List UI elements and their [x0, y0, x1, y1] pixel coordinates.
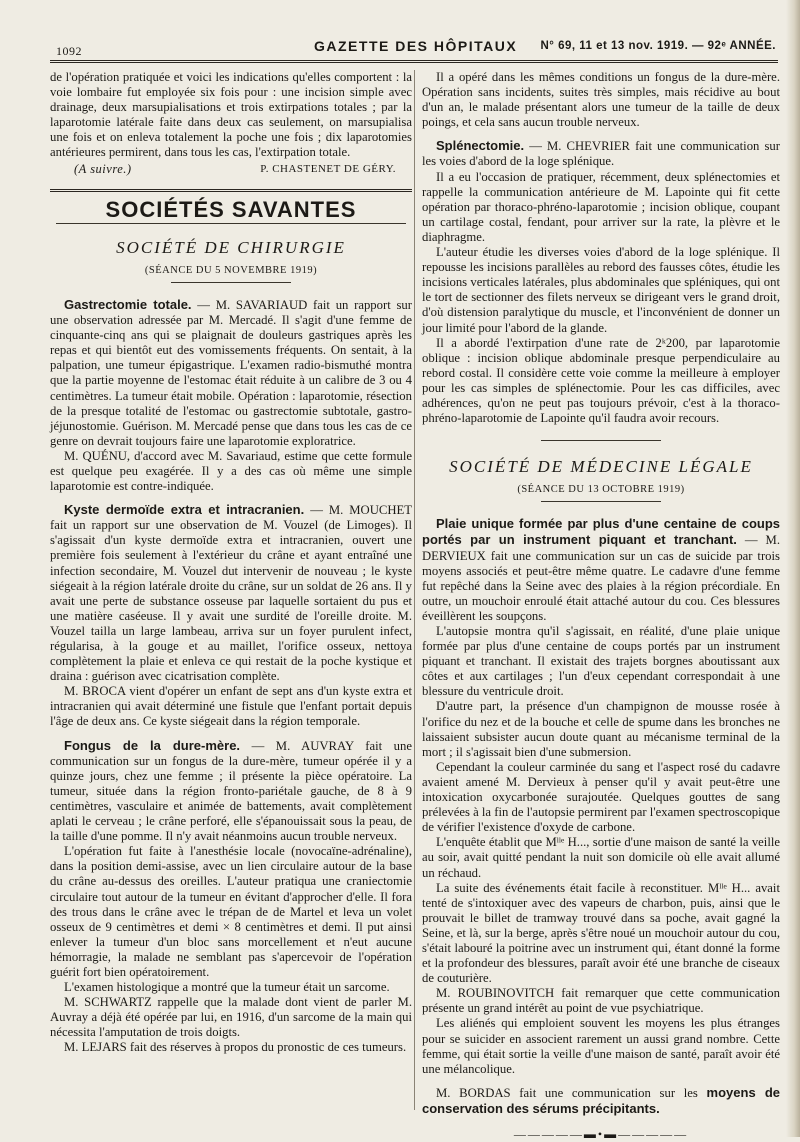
paragraph-plaie: Plaie unique formée par plus d'une centaine de coups portés par un instrument piquant et tranchant. — M. DERVIEUX fait une communication sur un cas de suicide par trois moyens associés et peut-être même quatre. Le cadavre d'une femme fut repêché dans la Seine avec des plaies à la région précordiale. En outre, un mouchoir enroulé était attaché autour du cou. Ces blessures éveillèrent les soupçons.: [422, 516, 780, 623]
short-rule: [541, 440, 661, 441]
subheading: Fongus de la dure-mère.: [64, 737, 241, 753]
paragraph: M. ROUBINOVITCH fait remarquer que cette communication présente un grand intérêt au point de vue psychiatrique.: [422, 986, 780, 1016]
paragraph: D'autre part, la présence d'un champignon de mousse rosée à l'orifice du nez et de la bouche et celle de spume dans les bronches ne laissaient subsister aucun doute quant au mécanisme terminal de la mort ; il s'agissait bien d'une submersion.: [422, 699, 780, 759]
paragraph: L'opération fut faite à l'anesthésie locale (novocaïne-adrénaline), dans la position demi-assise, avec un lien circulaire autour de la base du crâne au-dessus des oreilles. L'auteur pratiqua une craniectomie circulaire tout autour de la tumeur en évitant d'approcher d'elle. Il fora des trous dans le crâne avec le trépan de de Martel et leva un volet osseux de 9 centimètres et demi × 8 centimètres et demi. Il put ainsi enlever la tumeur d'un bloc sans morcellement et n'eut aucune hémorragie, la malade ne semblant pas s'apercevoir de l'opération guérit fort bien opératoirement.: [50, 844, 412, 979]
society-title: SOCIÉTÉ DE CHIRURGIE: [116, 237, 346, 257]
header-rule: [50, 60, 778, 63]
paragraph-gastrectomie: Gastrectomie totale. — M. SAVARIAUD fait un rapport sur une observation adressée par M. Mercadé. Il s'agit d'une femme de cinquante-cinq ans qui se plaignait de douleurs gastriques après les repas et qui bientôt eut des vomissements fréquents. On sentait, à la palpation, une tumeur épigastrique. L'examen radio-bismuthé montra que la partie moyenne de l'estomac était réduite à un calibre de 3 ou 4 centimètres. La tumeur était mobile. Opération : laparotomie, résection de la presque totalité de l'estomac ou gastrectomie subtotale, gastro-jéjunostomie. Guérison. M. Mercadé pense que dans tous les cas de ce genre on devrait toujours faire une laparotomie exploratrice.: [50, 296, 412, 448]
paragraph: de l'opération pratiquée et voici les indications qu'elles comportent : la voie lombaire fut employée six fois pour : une incision simple avec drainage, deux marsupialisations et trois extirpations totales ; par la laparotomie latérale faite dans deux cas seulement, on marsupialisa une fois et on enleva totalement la poche une fois ; dix laparotomies antérieures permirent, dans tous les cas, l'extirpation totale.: [50, 70, 412, 160]
paragraph: Les aliénés qui emploient souvent les moyens les plus étranges pour se suicider en associent rarement un aussi grand nombre. Cette femme, qui était sortie la veille d'une maison de santé, paraît avoir été une mélancolique.: [422, 1016, 780, 1076]
section-divider: [50, 189, 412, 192]
issue-info: N° 69, 11 et 13 nov. 1919. — 92ᵉ ANNÉE.: [540, 40, 776, 52]
page-number: 1092: [56, 44, 82, 58]
paragraph: M. BROCA vient d'opérer un enfant de sept ans d'un kyste extra et intracranien qui avait déterminé une fistule que l'enfant portait depuis l'âge de deux ans. Ce kyste siégeait dans la région temporale.: [50, 684, 412, 729]
scan-edge: [786, 0, 800, 1137]
paragraph: M. SCHWARTZ rappelle que la malade dont vient de parler M. Auvray a déjà été opérée par lui, en 1916, d'un sarcome de la main qui nécessita l'amputation de trois doigts.: [50, 995, 412, 1040]
paragraph: M. QUÉNU, d'accord avec M. Savariaud, estime que cette formule est quelque peu exagérée. Il y a des cas où même une simple laparotomie est contre-indiquée.: [50, 448, 412, 494]
paragraph: L'enquête établit que Mˡˡᵉ H..., sortie d'une maison de santé la veille au soir, avait quitté pendant la nuit son domicile où elle avait allumé un réchaud.: [422, 835, 780, 880]
paragraph: Il a opéré dans les mêmes conditions un fongus de la dure-mère. Opération sans incidents, suites très simples, mais récidive au bout d'un an, le malade présentant alors une tumeur de la taille de deux poings, et cela sans aucun trouble nerveux.: [422, 70, 780, 130]
paragraph: L'auteur étudie les diverses voies d'abord de la loge splénique. Il repousse les incisions parallèles au rebord des fausses côtes, étudie les incisions verticales latérales, plus abdominales que spléniques, qui ont le tort de sectionner des filets nerveux se dirigeant vers le grand droit, d'où distension paralytique du muscle, et l'inconvénient de donner un jour limité pour l'abord de la glande.: [422, 245, 780, 335]
session-date: (SÉANCE DU 5 NOVEMBRE 1919): [144, 264, 318, 276]
continuation-note: (A suivre.): [74, 161, 132, 176]
subheading: Plaie unique formée par plus d'une centaine de coups portés par un instrument piquant et tranchant.: [422, 516, 780, 548]
author-signature: P. CHASTENET DE GÉRY.: [260, 162, 396, 175]
section-title: SOCIÉTÉS SAVANTES: [105, 196, 357, 222]
subheading: Kyste dermoïde extra et intracranien.: [64, 502, 305, 518]
paragraph: Il a eu l'occasion de pratiquer, récemment, deux splénectomies et rappelle la communication antérieure de M. Lapointe qui fit cette opération par thoraco-phréno-laparotomie ; incision oblique, coupant un cartilage costal, fendant, pour arriver sur la rate, la plèvre et le diaphragme.: [422, 169, 780, 244]
paragraph-kyste: Kyste dermoïde extra et intracranien. — M. MOUCHET fait un rapport sur une observation de M. Vouzel (de Limoges). Il s'agissait d'un kyste dermoïde extra et intracranien, ouvert une première fois seulement à l'extérieur du crâne et ayant entraîné une infection secondaire, M. Vouzel dut intervenir de nouveau ; le kyste siégeait à la région latérale droite du crâne, sur un soldat de 26 ans. Il y avait une perte de substance osseuse par laquelle sortaient du pus et une matière caséeuse. Il y avait une surdité de l'oreille droite. M. Vouzel tailla un large lambeau, arriva sur un foyer purulent infect, régularisa, à la gouge et au maillet, l'orifice osseux, nettoya complètement la plaie et enleva ce qui restait de la poche kystique et draina : guérison avec cicatrisation complète.: [50, 502, 412, 684]
session-date: (SÉANCE DU 13 OCTOBRE 1919): [517, 484, 685, 496]
left-column: [50, 70, 412, 1056]
paragraph: Il a abordé l'extirpation d'une rate de 2ᵏ200, par laparotomie oblique : incision oblique abdominale presque perpendiculaire au rebord costal. Il considère cette voie comme la meilleure à employer pour les cas simples de splénectomie. Pour les cas difficiles, avec adhérences, qu'on ne peut pas toujours prévoir, c'est à la thoraco-phréno-laparotomie de Lapointe qu'il faudra avoir recours.: [422, 335, 780, 426]
title-rule: [56, 223, 406, 224]
short-rule: [541, 501, 661, 502]
column-separator: [414, 70, 415, 1110]
subheading: Gastrectomie totale.: [64, 296, 192, 312]
society-title: SOCIÉTÉ DE MÉDECINE LÉGALE: [449, 457, 753, 477]
paragraph-fongus: Fongus de la dure-mère. — M. AUVRAY fait une communication sur un fongus de la dure-mère, tumeur opérée il y a quinze jours, chez une femme ; il présente la pièce opératoire. La tumeur, située dans la région fronto-pariétale gauche, de 8 à 9 centimètres, vasculaire et animée de battements, avait complètement aplati le cerveau ; le crâne perforé, elle s'épanouissait sous la peau, de la taille d'une pomme. Il n'y avait néanmoins aucun trouble nerveux.: [50, 737, 412, 844]
short-rule: [171, 282, 291, 283]
paragraph-splenectomie: Splénectomie. — M. CHEVRIER fait une communication sur les voies d'abord de la loge splénique.: [422, 138, 780, 169]
right-column: [422, 70, 780, 1142]
signature-line: [50, 162, 412, 177]
paragraph: M. LEJARS fait des réserves à propos du pronostic de ces tumeurs.: [64, 1040, 407, 1055]
page: [42, 26, 782, 1141]
paragraph: La suite des événements était facile à reconstituer. Mˡˡᵉ H... avait tenté de s'intoxiquer avec des vapeurs de charbon, puis, ainsi que le prouvait le billet de tramway trouvé dans sa poche, avait gagné la Seine, et là, sur la berge, après s'être noué un mouchoir autour du cou, s'était labouré la poitrine avec un instrument qui, étant donné la forme et la profondeur des blessures, paraît avoir été une branche de ciseaux de couturière.: [422, 880, 780, 986]
paragraph: L'examen histologique a montré que la tumeur était un sarcome.: [64, 980, 390, 995]
paragraph-bordas: M. BORDAS fait une communication sur les moyens de conservation des sérums précipitants.: [422, 1084, 780, 1116]
journal-title: GAZETTE DES HÔPITAUX: [314, 38, 518, 54]
page-header: [42, 34, 782, 58]
subheading: Splénectomie.: [436, 138, 525, 154]
end-ornament: —————▬•▬—————: [513, 1127, 689, 1141]
paragraph: L'autopsie montra qu'il s'agissait, en réalité, d'une plaie unique formée par plus d'une centaine de coups portés par un instrument piquant et tranchant. Il existait des trajets borgnes aboutissant aux côtes et aux cartilages ; l'un d'eux cependant correspondait à une blessure du ventricule droit.: [422, 624, 780, 699]
subheading: moyens de conservation des sérums précipitants.: [422, 1084, 780, 1116]
paragraph: Cependant la couleur carminée du sang et l'aspect rosé du cadavre avaient amené M. Dervieux à penser qu'il y avait peut-être une intoxication oxycarbonée surajoutée. Quelques gouttes de sang prélevées à la fin de l'autopsie permirent par l'examen spectroscopique de vérifier l'existence d'oxyde de carbone.: [422, 759, 780, 835]
